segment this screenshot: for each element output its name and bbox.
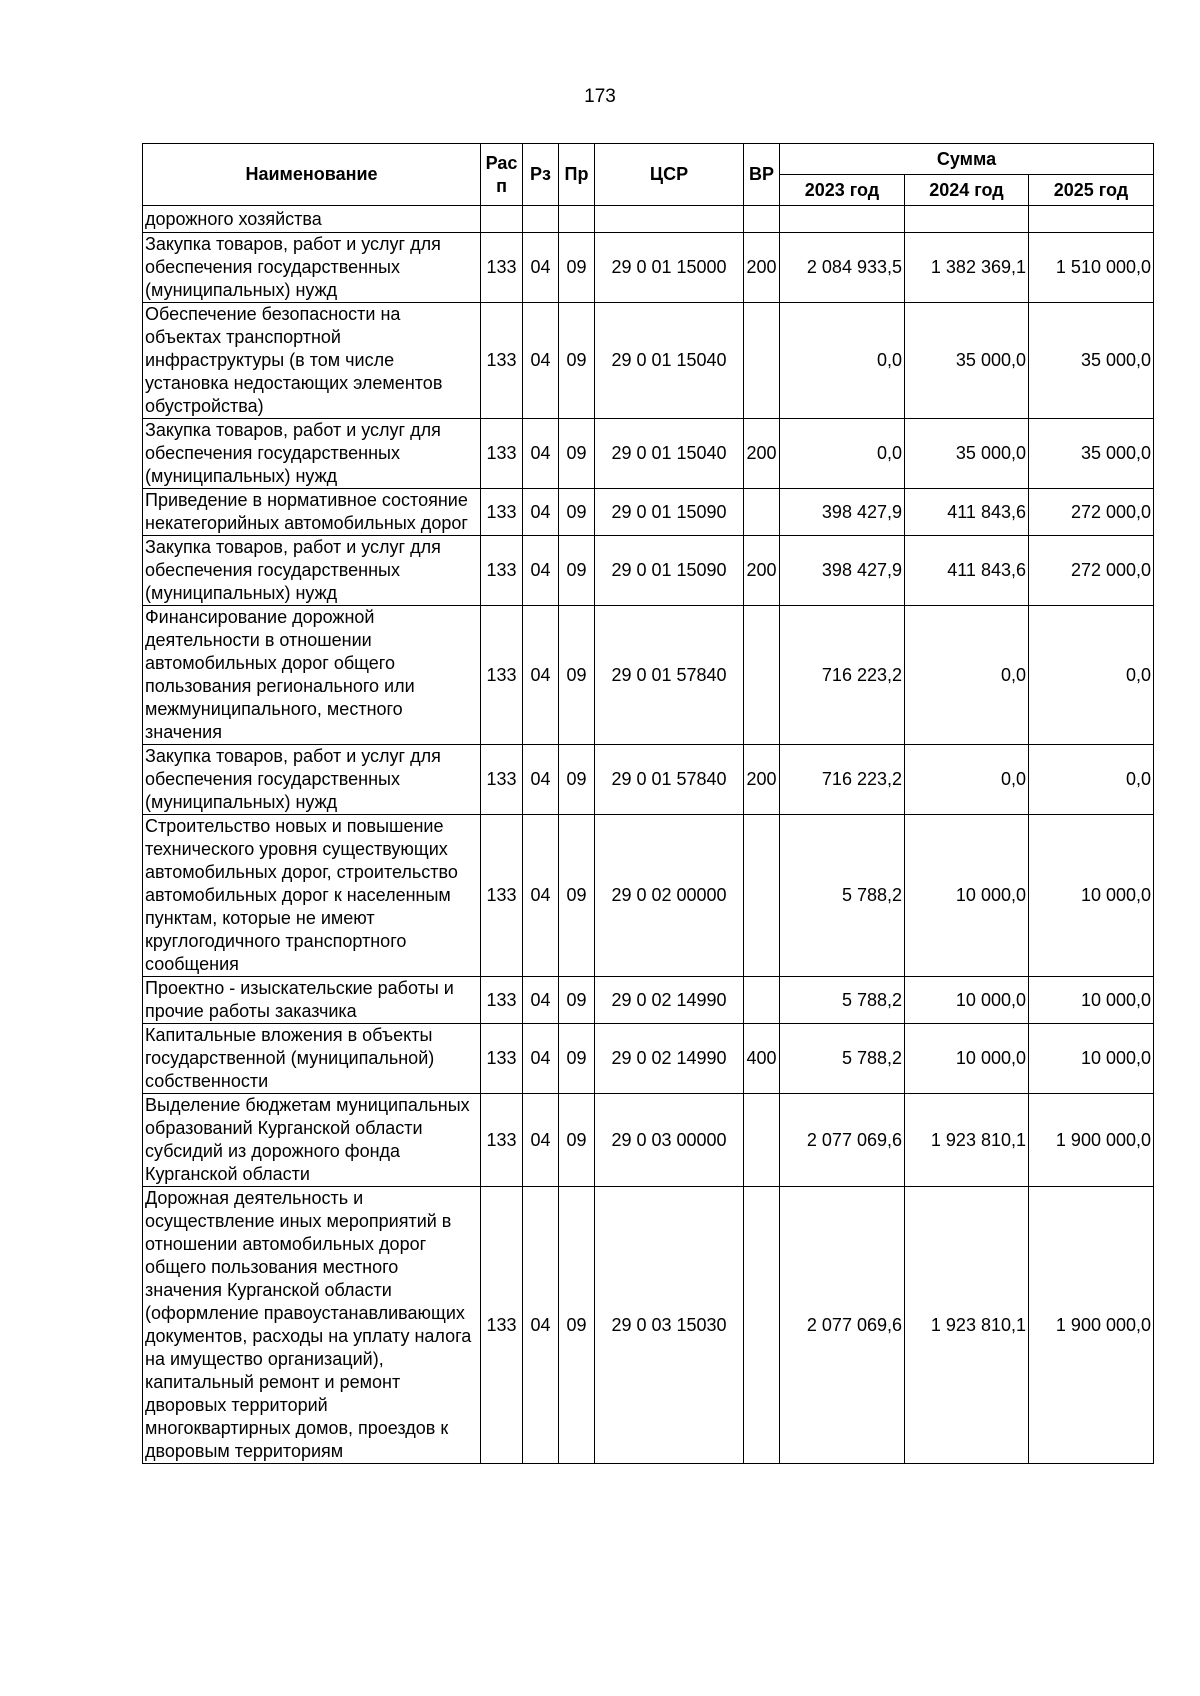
header-sum: Сумма <box>780 144 1154 175</box>
table-row <box>143 536 1154 606</box>
cell-rasp: 133 <box>481 1094 523 1187</box>
header-rasp-line2: п <box>496 175 507 196</box>
cell-name: Обеспечение безопасности на объектах транспортной инфраструктуры (в том числе установка недостающих элементов обустройства) <box>143 303 481 419</box>
cell-rasp: 133 <box>481 815 523 977</box>
cell-rz: 04 <box>523 419 559 489</box>
cell-sum-2025: 10 000,0 <box>1029 977 1154 1024</box>
cell-sum-2023: 0,0 <box>780 419 905 489</box>
cell-rasp: 133 <box>481 977 523 1024</box>
cell-name: Приведение в нормативное состояние некатегорийных автомобильных дорог <box>143 489 481 536</box>
table-row <box>143 1187 1154 1464</box>
continuation-name: дорожного хозяйства <box>143 206 481 233</box>
empty-cell <box>559 206 595 233</box>
cell-vr <box>744 1187 780 1464</box>
empty-cell <box>523 206 559 233</box>
cell-vr: 400 <box>744 1024 780 1094</box>
cell-pr: 09 <box>559 1187 595 1464</box>
cell-pr: 09 <box>559 1024 595 1094</box>
cell-rz: 04 <box>523 536 559 606</box>
empty-cell <box>744 206 780 233</box>
table-row <box>143 745 1154 815</box>
cell-sum-2024: 35 000,0 <box>905 303 1029 419</box>
cell-csr: 29 0 01 15090 <box>595 489 744 536</box>
cell-pr: 09 <box>559 303 595 419</box>
cell-name: Капитальные вложения в объекты государственной (муниципальной) собственности <box>143 1024 481 1094</box>
cell-sum-2025: 1 510 000,0 <box>1029 233 1154 303</box>
cell-pr: 09 <box>559 977 595 1024</box>
header-year-2025: 2025 год <box>1029 175 1154 206</box>
cell-sum-2023: 2 077 069,6 <box>780 1094 905 1187</box>
cell-sum-2024: 1 382 369,1 <box>905 233 1029 303</box>
cell-vr <box>744 489 780 536</box>
continuation-row <box>143 206 1154 233</box>
cell-sum-2023: 0,0 <box>780 303 905 419</box>
cell-sum-2025: 272 000,0 <box>1029 489 1154 536</box>
table-row <box>143 233 1154 303</box>
table-row <box>143 489 1154 536</box>
cell-sum-2024: 10 000,0 <box>905 977 1029 1024</box>
cell-rz: 04 <box>523 303 559 419</box>
cell-sum-2025: 0,0 <box>1029 606 1154 745</box>
empty-cell <box>1029 206 1154 233</box>
cell-vr <box>744 815 780 977</box>
cell-sum-2025: 1 900 000,0 <box>1029 1094 1154 1187</box>
cell-sum-2025: 35 000,0 <box>1029 303 1154 419</box>
header-row-1 <box>143 144 1154 175</box>
header-rz: Рз <box>523 144 559 206</box>
header-year-2023: 2023 год <box>780 175 905 206</box>
cell-name: Закупка товаров, работ и услуг для обеспечения государственных (муниципальных) нужд <box>143 536 481 606</box>
cell-sum-2023: 398 427,9 <box>780 489 905 536</box>
cell-csr: 29 0 01 15000 <box>595 233 744 303</box>
table-row <box>143 815 1154 977</box>
cell-csr: 29 0 03 00000 <box>595 1094 744 1187</box>
cell-sum-2023: 398 427,9 <box>780 536 905 606</box>
cell-csr: 29 0 01 57840 <box>595 606 744 745</box>
cell-rasp: 133 <box>481 489 523 536</box>
cell-vr <box>744 303 780 419</box>
cell-csr: 29 0 02 00000 <box>595 815 744 977</box>
table-row <box>143 1024 1154 1094</box>
cell-rasp: 133 <box>481 606 523 745</box>
cell-csr: 29 0 01 57840 <box>595 745 744 815</box>
cell-rz: 04 <box>523 233 559 303</box>
cell-sum-2024: 10 000,0 <box>905 815 1029 977</box>
cell-sum-2024: 411 843,6 <box>905 489 1029 536</box>
cell-sum-2023: 2 077 069,6 <box>780 1187 905 1464</box>
cell-vr: 200 <box>744 536 780 606</box>
cell-sum-2024: 411 843,6 <box>905 536 1029 606</box>
cell-name: Дорожная деятельность и осуществление иных мероприятий в отношении автомобильных дорог общего пользования местного значения Курганской области (оформление правоустанавливающих документов, расходы на уплату налога на имущество организаций), капитальный ремонт и ремонт дворовых территорий многоквартирных домов, проездов к дворовым территориям <box>143 1187 481 1464</box>
cell-rasp: 133 <box>481 1187 523 1464</box>
cell-sum-2023: 716 223,2 <box>780 606 905 745</box>
cell-rz: 04 <box>523 815 559 977</box>
cell-sum-2023: 5 788,2 <box>780 977 905 1024</box>
cell-name: Закупка товаров, работ и услуг для обеспечения государственных (муниципальных) нужд <box>143 745 481 815</box>
cell-vr: 200 <box>744 233 780 303</box>
cell-sum-2025: 0,0 <box>1029 745 1154 815</box>
cell-sum-2024: 1 923 810,1 <box>905 1187 1029 1464</box>
header-name: Наименование <box>143 144 481 206</box>
table-row <box>143 419 1154 489</box>
cell-csr: 29 0 01 15090 <box>595 536 744 606</box>
empty-cell <box>595 206 744 233</box>
cell-pr: 09 <box>559 233 595 303</box>
cell-sum-2025: 35 000,0 <box>1029 419 1154 489</box>
header-rasp-line1: Рас <box>485 152 518 173</box>
table-row <box>143 606 1154 745</box>
cell-sum-2024: 0,0 <box>905 745 1029 815</box>
cell-sum-2024: 1 923 810,1 <box>905 1094 1029 1187</box>
cell-pr: 09 <box>559 815 595 977</box>
cell-vr <box>744 606 780 745</box>
table-row <box>143 303 1154 419</box>
empty-cell <box>780 206 905 233</box>
table-row <box>143 1094 1154 1187</box>
cell-name: Финансирование дорожной деятельности в отношении автомобильных дорог общего пользования регионального или межмуниципального, местного значения <box>143 606 481 745</box>
cell-name: Строительство новых и повышение технического уровня существующих автомобильных дорог, строительство автомобильных дорог к населенным пунктам, которые не имеют круглогодичного транспортного сообщения <box>143 815 481 977</box>
cell-rz: 04 <box>523 1094 559 1187</box>
cell-sum-2024: 10 000,0 <box>905 1024 1029 1094</box>
cell-pr: 09 <box>559 606 595 745</box>
cell-name: Закупка товаров, работ и услуг для обеспечения государственных (муниципальных) нужд <box>143 419 481 489</box>
cell-name: Проектно - изыскательские работы и прочие работы заказчика <box>143 977 481 1024</box>
cell-rasp: 133 <box>481 419 523 489</box>
cell-pr: 09 <box>559 419 595 489</box>
header-vr: ВР <box>744 144 780 206</box>
cell-pr: 09 <box>559 536 595 606</box>
cell-sum-2025: 10 000,0 <box>1029 1024 1154 1094</box>
cell-rasp: 133 <box>481 745 523 815</box>
header-rasp <box>481 144 523 206</box>
cell-rasp: 133 <box>481 233 523 303</box>
cell-vr <box>744 1094 780 1187</box>
cell-vr: 200 <box>744 745 780 815</box>
cell-rz: 04 <box>523 606 559 745</box>
cell-name: Закупка товаров, работ и услуг для обеспечения государственных (муниципальных) нужд <box>143 233 481 303</box>
cell-csr: 29 0 02 14990 <box>595 977 744 1024</box>
cell-rasp: 133 <box>481 536 523 606</box>
cell-vr: 200 <box>744 419 780 489</box>
cell-pr: 09 <box>559 1094 595 1187</box>
cell-rz: 04 <box>523 1024 559 1094</box>
cell-pr: 09 <box>559 745 595 815</box>
cell-rz: 04 <box>523 489 559 536</box>
cell-rasp: 133 <box>481 303 523 419</box>
cell-rasp: 133 <box>481 1024 523 1094</box>
header-pr: Пр <box>559 144 595 206</box>
cell-pr: 09 <box>559 489 595 536</box>
cell-sum-2024: 35 000,0 <box>905 419 1029 489</box>
header-year-2024: 2024 год <box>905 175 1029 206</box>
header-csr: ЦСР <box>595 144 744 206</box>
cell-sum-2025: 10 000,0 <box>1029 815 1154 977</box>
cell-sum-2023: 5 788,2 <box>780 815 905 977</box>
page-number: 173 <box>584 86 616 107</box>
empty-cell <box>905 206 1029 233</box>
cell-sum-2025: 1 900 000,0 <box>1029 1187 1154 1464</box>
cell-sum-2023: 716 223,2 <box>780 745 905 815</box>
cell-sum-2023: 2 084 933,5 <box>780 233 905 303</box>
empty-cell <box>481 206 523 233</box>
cell-sum-2023: 5 788,2 <box>780 1024 905 1094</box>
cell-rz: 04 <box>523 1187 559 1464</box>
cell-csr: 29 0 01 15040 <box>595 303 744 419</box>
budget-table <box>142 143 1154 1464</box>
cell-csr: 29 0 03 15030 <box>595 1187 744 1464</box>
cell-csr: 29 0 02 14990 <box>595 1024 744 1094</box>
cell-rz: 04 <box>523 745 559 815</box>
table-row <box>143 977 1154 1024</box>
cell-sum-2025: 272 000,0 <box>1029 536 1154 606</box>
cell-sum-2024: 0,0 <box>905 606 1029 745</box>
cell-vr <box>744 977 780 1024</box>
cell-rz: 04 <box>523 977 559 1024</box>
cell-csr: 29 0 01 15040 <box>595 419 744 489</box>
cell-name: Выделение бюджетам муниципальных образований Курганской области субсидий из дорожного фонда Курганской области <box>143 1094 481 1187</box>
